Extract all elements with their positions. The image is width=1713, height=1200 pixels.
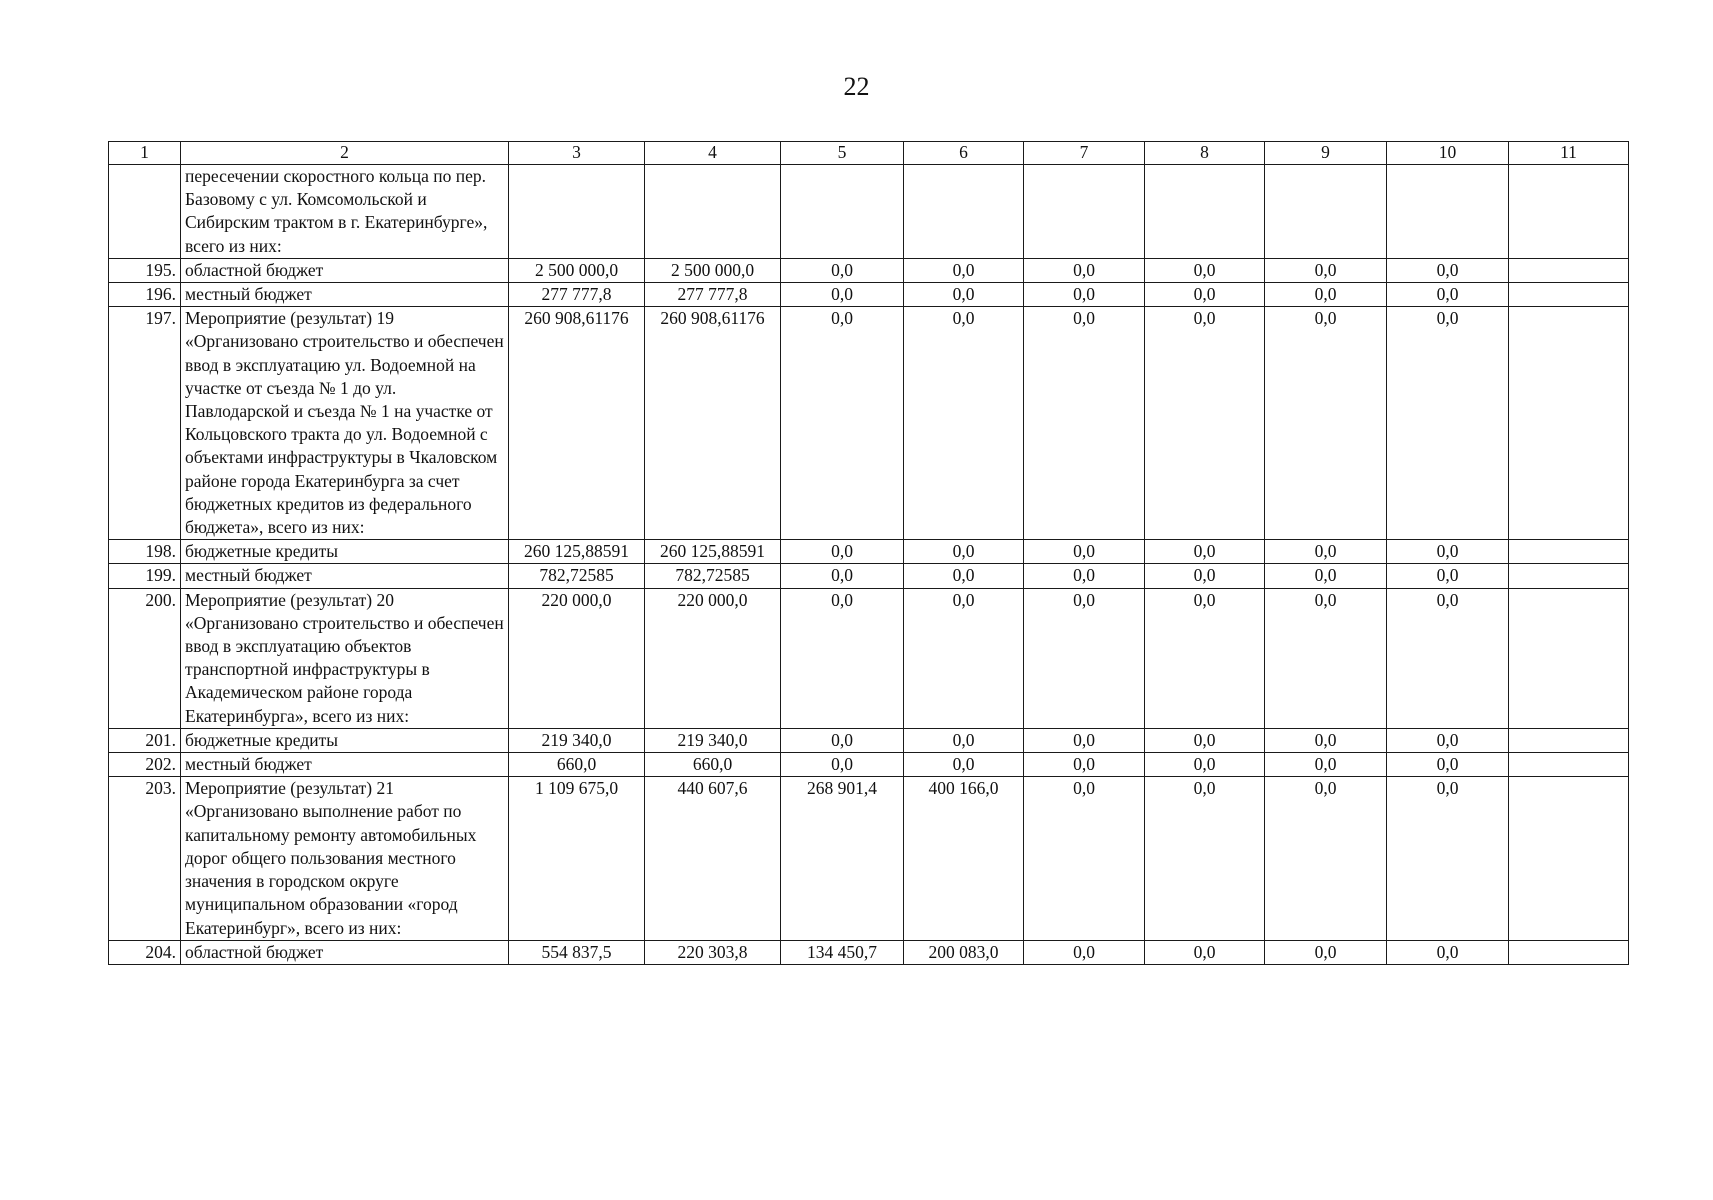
- value-cell: 277 777,8: [509, 283, 645, 307]
- row-number: 200.: [109, 588, 181, 728]
- value-cell: 0,0: [781, 753, 904, 777]
- value-cell: 0,0: [1387, 777, 1509, 940]
- value-cell: 0,0: [904, 307, 1024, 540]
- value-cell: 0,0: [781, 307, 904, 540]
- table-row: [109, 258, 1629, 282]
- value-cell: 0,0: [904, 540, 1024, 564]
- value-cell: [1265, 165, 1387, 259]
- value-cell: 268 901,4: [781, 777, 904, 940]
- column-header: 11: [1509, 142, 1629, 165]
- value-cell: 0,0: [1024, 728, 1145, 752]
- value-cell: 554 837,5: [509, 940, 645, 964]
- row-name: Мероприятие (результат) 20 «Организовано строительство и обеспечен ввод в эксплуатацию объектов транспортной инфраструктуры в Академическом районе города Екатеринбурга», всего из них:: [181, 588, 509, 728]
- value-cell: 0,0: [1024, 588, 1145, 728]
- value-cell: 0,0: [1265, 283, 1387, 307]
- value-cell: 400 166,0: [904, 777, 1024, 940]
- column-header: 5: [781, 142, 904, 165]
- value-cell: 0,0: [1387, 258, 1509, 282]
- value-cell: 260 125,88591: [509, 540, 645, 564]
- table-row: [109, 588, 1629, 728]
- value-cell: [1509, 307, 1629, 540]
- row-number: 197.: [109, 307, 181, 540]
- row-name: местный бюджет: [181, 753, 509, 777]
- value-cell: [1509, 753, 1629, 777]
- table-row: [109, 540, 1629, 564]
- value-cell: [1509, 258, 1629, 282]
- row-number: 196.: [109, 283, 181, 307]
- value-cell: [1509, 564, 1629, 588]
- value-cell: 0,0: [1265, 728, 1387, 752]
- value-cell: 220 000,0: [509, 588, 645, 728]
- row-name: областной бюджет: [181, 258, 509, 282]
- value-cell: [645, 165, 781, 259]
- value-cell: 0,0: [1145, 564, 1265, 588]
- budget-table: [108, 141, 1629, 965]
- row-number: [109, 165, 181, 259]
- value-cell: 0,0: [1145, 307, 1265, 540]
- table-row: [109, 728, 1629, 752]
- column-header: 7: [1024, 142, 1145, 165]
- value-cell: 260 908,61176: [509, 307, 645, 540]
- value-cell: 0,0: [1265, 940, 1387, 964]
- value-cell: 0,0: [781, 588, 904, 728]
- value-cell: 0,0: [1387, 753, 1509, 777]
- value-cell: 0,0: [1145, 258, 1265, 282]
- value-cell: 0,0: [1145, 588, 1265, 728]
- value-cell: 660,0: [645, 753, 781, 777]
- value-cell: 0,0: [1265, 777, 1387, 940]
- value-cell: 219 340,0: [509, 728, 645, 752]
- value-cell: 660,0: [509, 753, 645, 777]
- value-cell: 0,0: [1024, 258, 1145, 282]
- value-cell: 782,72585: [645, 564, 781, 588]
- value-cell: [1509, 540, 1629, 564]
- value-cell: 0,0: [1024, 940, 1145, 964]
- row-number: 199.: [109, 564, 181, 588]
- value-cell: 0,0: [1387, 728, 1509, 752]
- value-cell: 0,0: [1265, 258, 1387, 282]
- value-cell: 0,0: [904, 753, 1024, 777]
- column-header: 1: [109, 142, 181, 165]
- value-cell: 0,0: [1265, 307, 1387, 540]
- row-name: пересечении скоростного кольца по пер. Базовому с ул. Комсомольской и Сибирским трактом в г. Екатеринбурге», всего из них:: [181, 165, 509, 259]
- row-name: бюджетные кредиты: [181, 728, 509, 752]
- value-cell: 220 303,8: [645, 940, 781, 964]
- value-cell: 0,0: [1387, 540, 1509, 564]
- table-row: [109, 283, 1629, 307]
- value-cell: 0,0: [1265, 540, 1387, 564]
- value-cell: 260 125,88591: [645, 540, 781, 564]
- value-cell: [1387, 165, 1509, 259]
- column-number-row: [109, 142, 1629, 165]
- value-cell: 220 000,0: [645, 588, 781, 728]
- row-name: бюджетные кредиты: [181, 540, 509, 564]
- value-cell: 0,0: [1145, 728, 1265, 752]
- table-row: [109, 777, 1629, 940]
- value-cell: 0,0: [1145, 753, 1265, 777]
- value-cell: 219 340,0: [645, 728, 781, 752]
- value-cell: 277 777,8: [645, 283, 781, 307]
- row-name: местный бюджет: [181, 283, 509, 307]
- value-cell: 0,0: [904, 564, 1024, 588]
- value-cell: 0,0: [904, 283, 1024, 307]
- page-number: 22: [843, 72, 870, 101]
- table-row: [109, 564, 1629, 588]
- row-number: 202.: [109, 753, 181, 777]
- value-cell: 0,0: [1145, 540, 1265, 564]
- row-number: 203.: [109, 777, 181, 940]
- column-header: 4: [645, 142, 781, 165]
- row-name: Мероприятие (результат) 21 «Организовано выполнение работ по капитальному ремонту автомобильных дорог общего пользования местного значения в городском округе муниципальном образовании «город Екатеринбург», всего из них:: [181, 777, 509, 940]
- value-cell: 0,0: [1024, 564, 1145, 588]
- value-cell: 0,0: [781, 283, 904, 307]
- value-cell: 0,0: [1024, 283, 1145, 307]
- column-header: 8: [1145, 142, 1265, 165]
- value-cell: 0,0: [904, 728, 1024, 752]
- value-cell: 0,0: [1024, 753, 1145, 777]
- row-number: 198.: [109, 540, 181, 564]
- column-header: 3: [509, 142, 645, 165]
- value-cell: 0,0: [781, 728, 904, 752]
- value-cell: [1509, 777, 1629, 940]
- row-number: 195.: [109, 258, 181, 282]
- value-cell: 0,0: [781, 258, 904, 282]
- column-header: 6: [904, 142, 1024, 165]
- value-cell: 0,0: [1145, 283, 1265, 307]
- value-cell: [1024, 165, 1145, 259]
- value-cell: [1509, 165, 1629, 259]
- value-cell: 200 083,0: [904, 940, 1024, 964]
- value-cell: 0,0: [1387, 283, 1509, 307]
- value-cell: 0,0: [781, 540, 904, 564]
- value-cell: 0,0: [904, 588, 1024, 728]
- value-cell: 2 500 000,0: [645, 258, 781, 282]
- table-row: [109, 940, 1629, 964]
- value-cell: 782,72585: [509, 564, 645, 588]
- row-name: местный бюджет: [181, 564, 509, 588]
- value-cell: 0,0: [1387, 564, 1509, 588]
- value-cell: 134 450,7: [781, 940, 904, 964]
- value-cell: [904, 165, 1024, 259]
- value-cell: 0,0: [781, 564, 904, 588]
- table-row: [109, 753, 1629, 777]
- value-cell: 0,0: [1024, 777, 1145, 940]
- row-number: 201.: [109, 728, 181, 752]
- value-cell: 0,0: [1265, 588, 1387, 728]
- column-header: 9: [1265, 142, 1387, 165]
- value-cell: 0,0: [1387, 307, 1509, 540]
- value-cell: 260 908,61176: [645, 307, 781, 540]
- value-cell: 1 109 675,0: [509, 777, 645, 940]
- value-cell: [1509, 588, 1629, 728]
- column-header: 2: [181, 142, 509, 165]
- table-row: [109, 165, 1629, 259]
- value-cell: 0,0: [1387, 588, 1509, 728]
- value-cell: 0,0: [1024, 540, 1145, 564]
- column-header: 10: [1387, 142, 1509, 165]
- row-name: Мероприятие (результат) 19 «Организовано строительство и обеспечен ввод в эксплуатацию ул. Водоемной на участке от съезда № 1 до ул. Павлодарской и съезда № 1 на участке от Кольцовского тракта до ул. Водоемной с объектами инфраструктуры в Чкаловском районе города Екатеринбурга за счет бюджетных кредитов из федерального бюджета», всего из них:: [181, 307, 509, 540]
- value-cell: [1509, 728, 1629, 752]
- value-cell: 2 500 000,0: [509, 258, 645, 282]
- value-cell: [1509, 283, 1629, 307]
- value-cell: 0,0: [1024, 307, 1145, 540]
- value-cell: 0,0: [1145, 777, 1265, 940]
- value-cell: [509, 165, 645, 259]
- table-body: [109, 165, 1629, 965]
- table-row: [109, 307, 1629, 540]
- row-name: областной бюджет: [181, 940, 509, 964]
- value-cell: 0,0: [1387, 940, 1509, 964]
- value-cell: 0,0: [904, 258, 1024, 282]
- value-cell: 0,0: [1265, 564, 1387, 588]
- value-cell: [1145, 165, 1265, 259]
- row-number: 204.: [109, 940, 181, 964]
- value-cell: 0,0: [1265, 753, 1387, 777]
- value-cell: [1509, 940, 1629, 964]
- value-cell: 0,0: [1145, 940, 1265, 964]
- value-cell: [781, 165, 904, 259]
- value-cell: 440 607,6: [645, 777, 781, 940]
